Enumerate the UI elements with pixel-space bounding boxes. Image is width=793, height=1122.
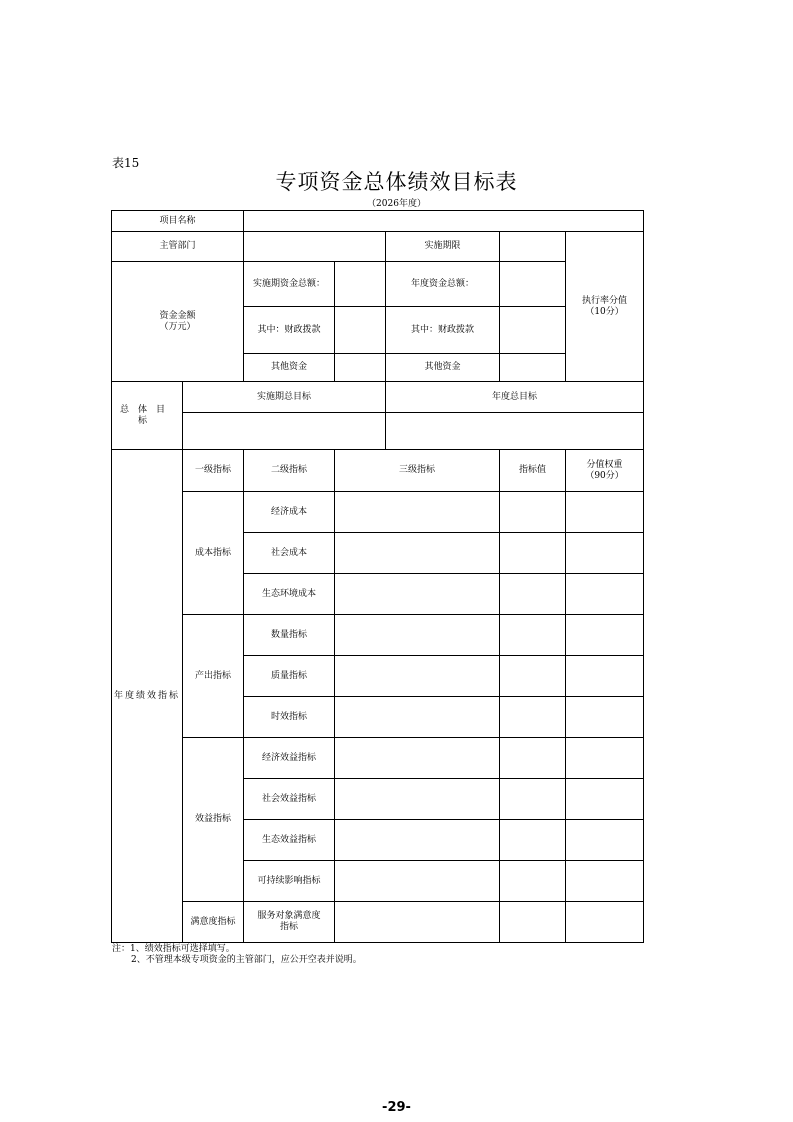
- level3-cell[interactable]: [335, 615, 500, 656]
- weight-header: 分值权重 （90分）: [566, 450, 644, 492]
- value-cell[interactable]: [500, 492, 566, 533]
- indicator-row: [112, 902, 644, 943]
- level2-cell: 经济成本: [244, 492, 335, 533]
- level1-header: 一级指标: [183, 450, 244, 492]
- other-funds-value[interactable]: [335, 354, 386, 382]
- other-funds-annual-label: 其他资金: [386, 354, 500, 382]
- level3-cell[interactable]: [335, 738, 500, 779]
- fiscal-annual-label: 其中：财政拨款: [386, 307, 500, 354]
- funds-annual-value[interactable]: [500, 262, 566, 307]
- level3-cell[interactable]: [335, 656, 500, 697]
- level3-cell[interactable]: [335, 574, 500, 615]
- department-row: [112, 232, 644, 262]
- page-title: 专项资金总体绩效目标表: [275, 170, 518, 194]
- level3-cell[interactable]: [335, 492, 500, 533]
- fiscal-value[interactable]: [335, 307, 386, 354]
- level2-cell: 社会成本: [244, 533, 335, 574]
- level2-cell: 服务对象满意度 指标: [244, 902, 335, 943]
- period-goal-value[interactable]: [183, 413, 386, 450]
- weight-cell[interactable]: [566, 574, 644, 615]
- overall-goal-value-row: [112, 413, 644, 450]
- level3-cell[interactable]: [335, 697, 500, 738]
- funds-total-row: [112, 262, 644, 307]
- weight-cell[interactable]: [566, 492, 644, 533]
- indicator-row: [112, 492, 644, 533]
- funds-annual-label: 年度资金总额：: [386, 262, 500, 307]
- table-number: 表15: [112, 156, 140, 170]
- level2-cell: 时效指标: [244, 697, 335, 738]
- level3-cell[interactable]: [335, 902, 500, 943]
- level3-cell[interactable]: [335, 861, 500, 902]
- annual-goal-value[interactable]: [386, 413, 644, 450]
- annual-goal-label: 年度总目标: [386, 382, 644, 413]
- level3-cell[interactable]: [335, 533, 500, 574]
- value-cell[interactable]: [500, 779, 566, 820]
- weight-cell[interactable]: [566, 779, 644, 820]
- period-label: 实施期限: [386, 232, 500, 262]
- year-subtitle: （2026年度）: [367, 199, 426, 209]
- overall-goal-head-row: [112, 382, 644, 413]
- weight-cell[interactable]: [566, 820, 644, 861]
- level2-cell: 质量指标: [244, 656, 335, 697]
- level1-satisfaction: 满意度指标: [183, 902, 244, 943]
- overall-goal-label: 总体目标: [112, 382, 183, 450]
- indicator-row: [112, 738, 644, 779]
- level2-cell: 数量指标: [244, 615, 335, 656]
- value-cell[interactable]: [500, 533, 566, 574]
- weight-cell[interactable]: [566, 615, 644, 656]
- department-label: 主管部门: [112, 232, 244, 262]
- performance-goal-table: [111, 210, 644, 943]
- department-value[interactable]: [244, 232, 386, 262]
- level3-cell[interactable]: [335, 820, 500, 861]
- level3-header: 三级指标: [335, 450, 500, 492]
- weight-cell[interactable]: [566, 656, 644, 697]
- value-header: 指标值: [500, 450, 566, 492]
- level2-cell: 经济效益指标: [244, 738, 335, 779]
- funds-label: 资金金额 （万元）: [112, 262, 244, 382]
- weight-cell[interactable]: [566, 738, 644, 779]
- value-cell[interactable]: [500, 861, 566, 902]
- level2-cell: 生态效益指标: [244, 820, 335, 861]
- project-name-value[interactable]: [244, 211, 644, 232]
- weight-cell[interactable]: [566, 533, 644, 574]
- value-cell[interactable]: [500, 656, 566, 697]
- fiscal-annual-value[interactable]: [500, 307, 566, 354]
- level1-cost: 成本指标: [183, 492, 244, 615]
- page-number: -29-: [382, 1100, 411, 1115]
- project-name-row: [112, 211, 644, 232]
- level1-benefit: 效益指标: [183, 738, 244, 902]
- note-2: 2、不管理本级专项资金的主管部门，应公开空表并说明。: [131, 955, 362, 965]
- period-value[interactable]: [500, 232, 566, 262]
- level2-cell: 可持续影响指标: [244, 861, 335, 902]
- other-funds-label: 其他资金: [244, 354, 335, 382]
- indicator-row: [112, 615, 644, 656]
- weight-cell[interactable]: [566, 697, 644, 738]
- fiscal-label: 其中：财政拨款: [244, 307, 335, 354]
- level2-header: 二级指标: [244, 450, 335, 492]
- weight-cell[interactable]: [566, 861, 644, 902]
- other-funds-annual-value[interactable]: [500, 354, 566, 382]
- indicator-section-label: 年度绩效指标: [112, 450, 183, 943]
- value-cell[interactable]: [500, 902, 566, 943]
- project-name-label: 项目名称: [112, 211, 244, 232]
- value-cell[interactable]: [500, 615, 566, 656]
- period-goal-label: 实施期总目标: [183, 382, 386, 413]
- value-cell[interactable]: [500, 697, 566, 738]
- level2-cell: 生态环境成本: [244, 574, 335, 615]
- value-cell[interactable]: [500, 738, 566, 779]
- note-1: 注：1、绩效指标可选择填写。: [112, 944, 235, 954]
- value-cell[interactable]: [500, 820, 566, 861]
- level3-cell[interactable]: [335, 779, 500, 820]
- indicator-header-row: [112, 450, 644, 492]
- level2-cell: 社会效益指标: [244, 779, 335, 820]
- exec-rate-label: 执行率分值 （10分）: [566, 232, 644, 382]
- funds-total-value[interactable]: [335, 262, 386, 307]
- funds-total-label: 实施期资金总额：: [244, 262, 335, 307]
- value-cell[interactable]: [500, 574, 566, 615]
- table-notes: [112, 944, 362, 966]
- level1-output: 产出指标: [183, 615, 244, 738]
- weight-cell[interactable]: [566, 902, 644, 943]
